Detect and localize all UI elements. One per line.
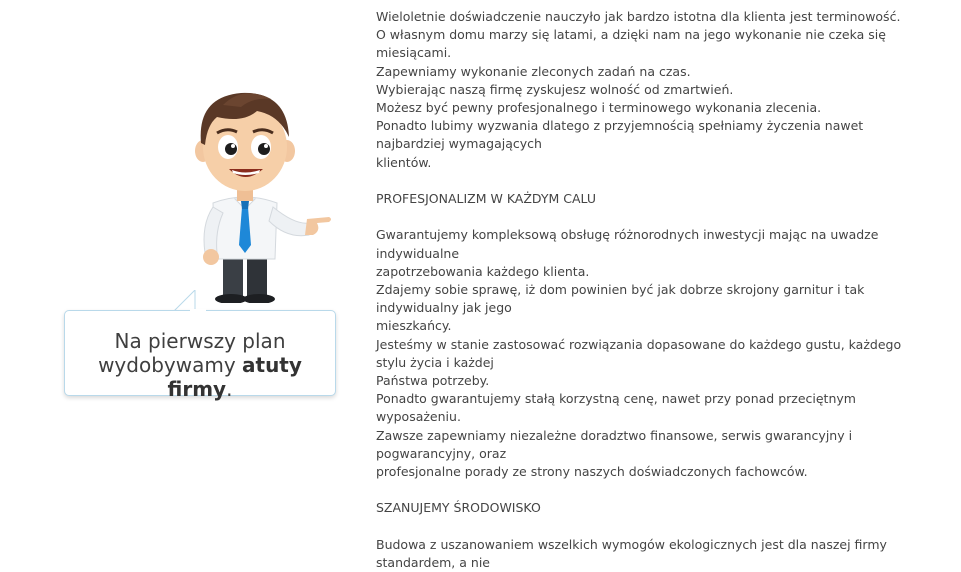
bubble-tail-joint (190, 309, 206, 312)
article-content (376, 8, 916, 572)
intro-line: O własnym domu marzy się latami, a dzięki nam na jego wykonanie nie czeka się miesiącami. (376, 27, 886, 61)
section1-line: zapotrzebowania każdego klienta. (376, 263, 590, 279)
bubble-text (65, 329, 335, 401)
section2-line: Budowa z uszanowaniem wszelkich wymogów ekologicznych jest dla naszej firmy standardem, a nie (376, 536, 887, 571)
spacer (376, 481, 916, 499)
bubble-line-2 (65, 353, 335, 401)
intro-line: Wybierając naszą firmę zyskujesz wolność od zmartwień. (376, 81, 734, 97)
intro-line: Ponadto lubimy wyzwania dlatego z przyjemnością spełniamy życzenia nawet najbardziej wymagających (376, 118, 864, 152)
section1-line: Jesteśmy w stanie zastosować rozwiązania dopasowane do każdego gustu, każdego stylu życia i każdej (376, 336, 902, 370)
businessman-mascot-illustration (183, 85, 333, 303)
speech-bubble (64, 310, 336, 401)
bubble-line-2-prefix: wydobywamy (98, 353, 243, 377)
section1-line: Gwarantujemy kompleksową obsługę różnorodnych inwestycji mając na uwadze indywidualne (376, 227, 879, 261)
intro-line: Możesz być pewny profesjonalnego i terminowego wykonania zlecenia. (376, 100, 822, 116)
spacer (376, 518, 916, 536)
section1-line: profesjonalne porady ze strony naszych doświadczonych fachowców. (376, 464, 808, 480)
section1-line: Ponadto gwarantujemy stałą korzystną cenę, nawet przy ponad przeciętnym wyposażeniu. (376, 391, 856, 425)
section1-line: Zawsze zapewniamy niezależne doradztwo finansowe, serwis gwarancyjny i pogwarancyjny, oraz (376, 427, 853, 461)
bubble-line-2-suffix: . (226, 377, 233, 401)
section-heading-professionalism: PROFESJONALIZM W KAŻDYM CALU (376, 191, 597, 207)
spacer (376, 172, 916, 190)
intro-line: Wieloletnie doświadczenie nauczyło jak bardzo istotna dla klienta jest terminowość. (376, 9, 901, 24)
section1-line: mieszkańcy. (376, 318, 452, 334)
spacer (376, 208, 916, 226)
section1-line: Zdajemy sobie sprawę, iż dom powinien być jak dobrze skrojony garnitur i tak indywidualny jak jego (376, 282, 865, 316)
intro-line: klientów. (376, 154, 432, 170)
section-heading-environment: SZANUJEMY ŚRODOWISKO (376, 500, 541, 516)
left-panel (0, 0, 360, 435)
intro-line: Zapewniamy wykonanie zleconych zadań na czas. (376, 63, 691, 79)
bubble-line-1: Na pierwszy plan (114, 329, 286, 353)
bubble-highlight: atuty firmy (167, 353, 302, 401)
section1-line: Państwa potrzeby. (376, 373, 490, 389)
